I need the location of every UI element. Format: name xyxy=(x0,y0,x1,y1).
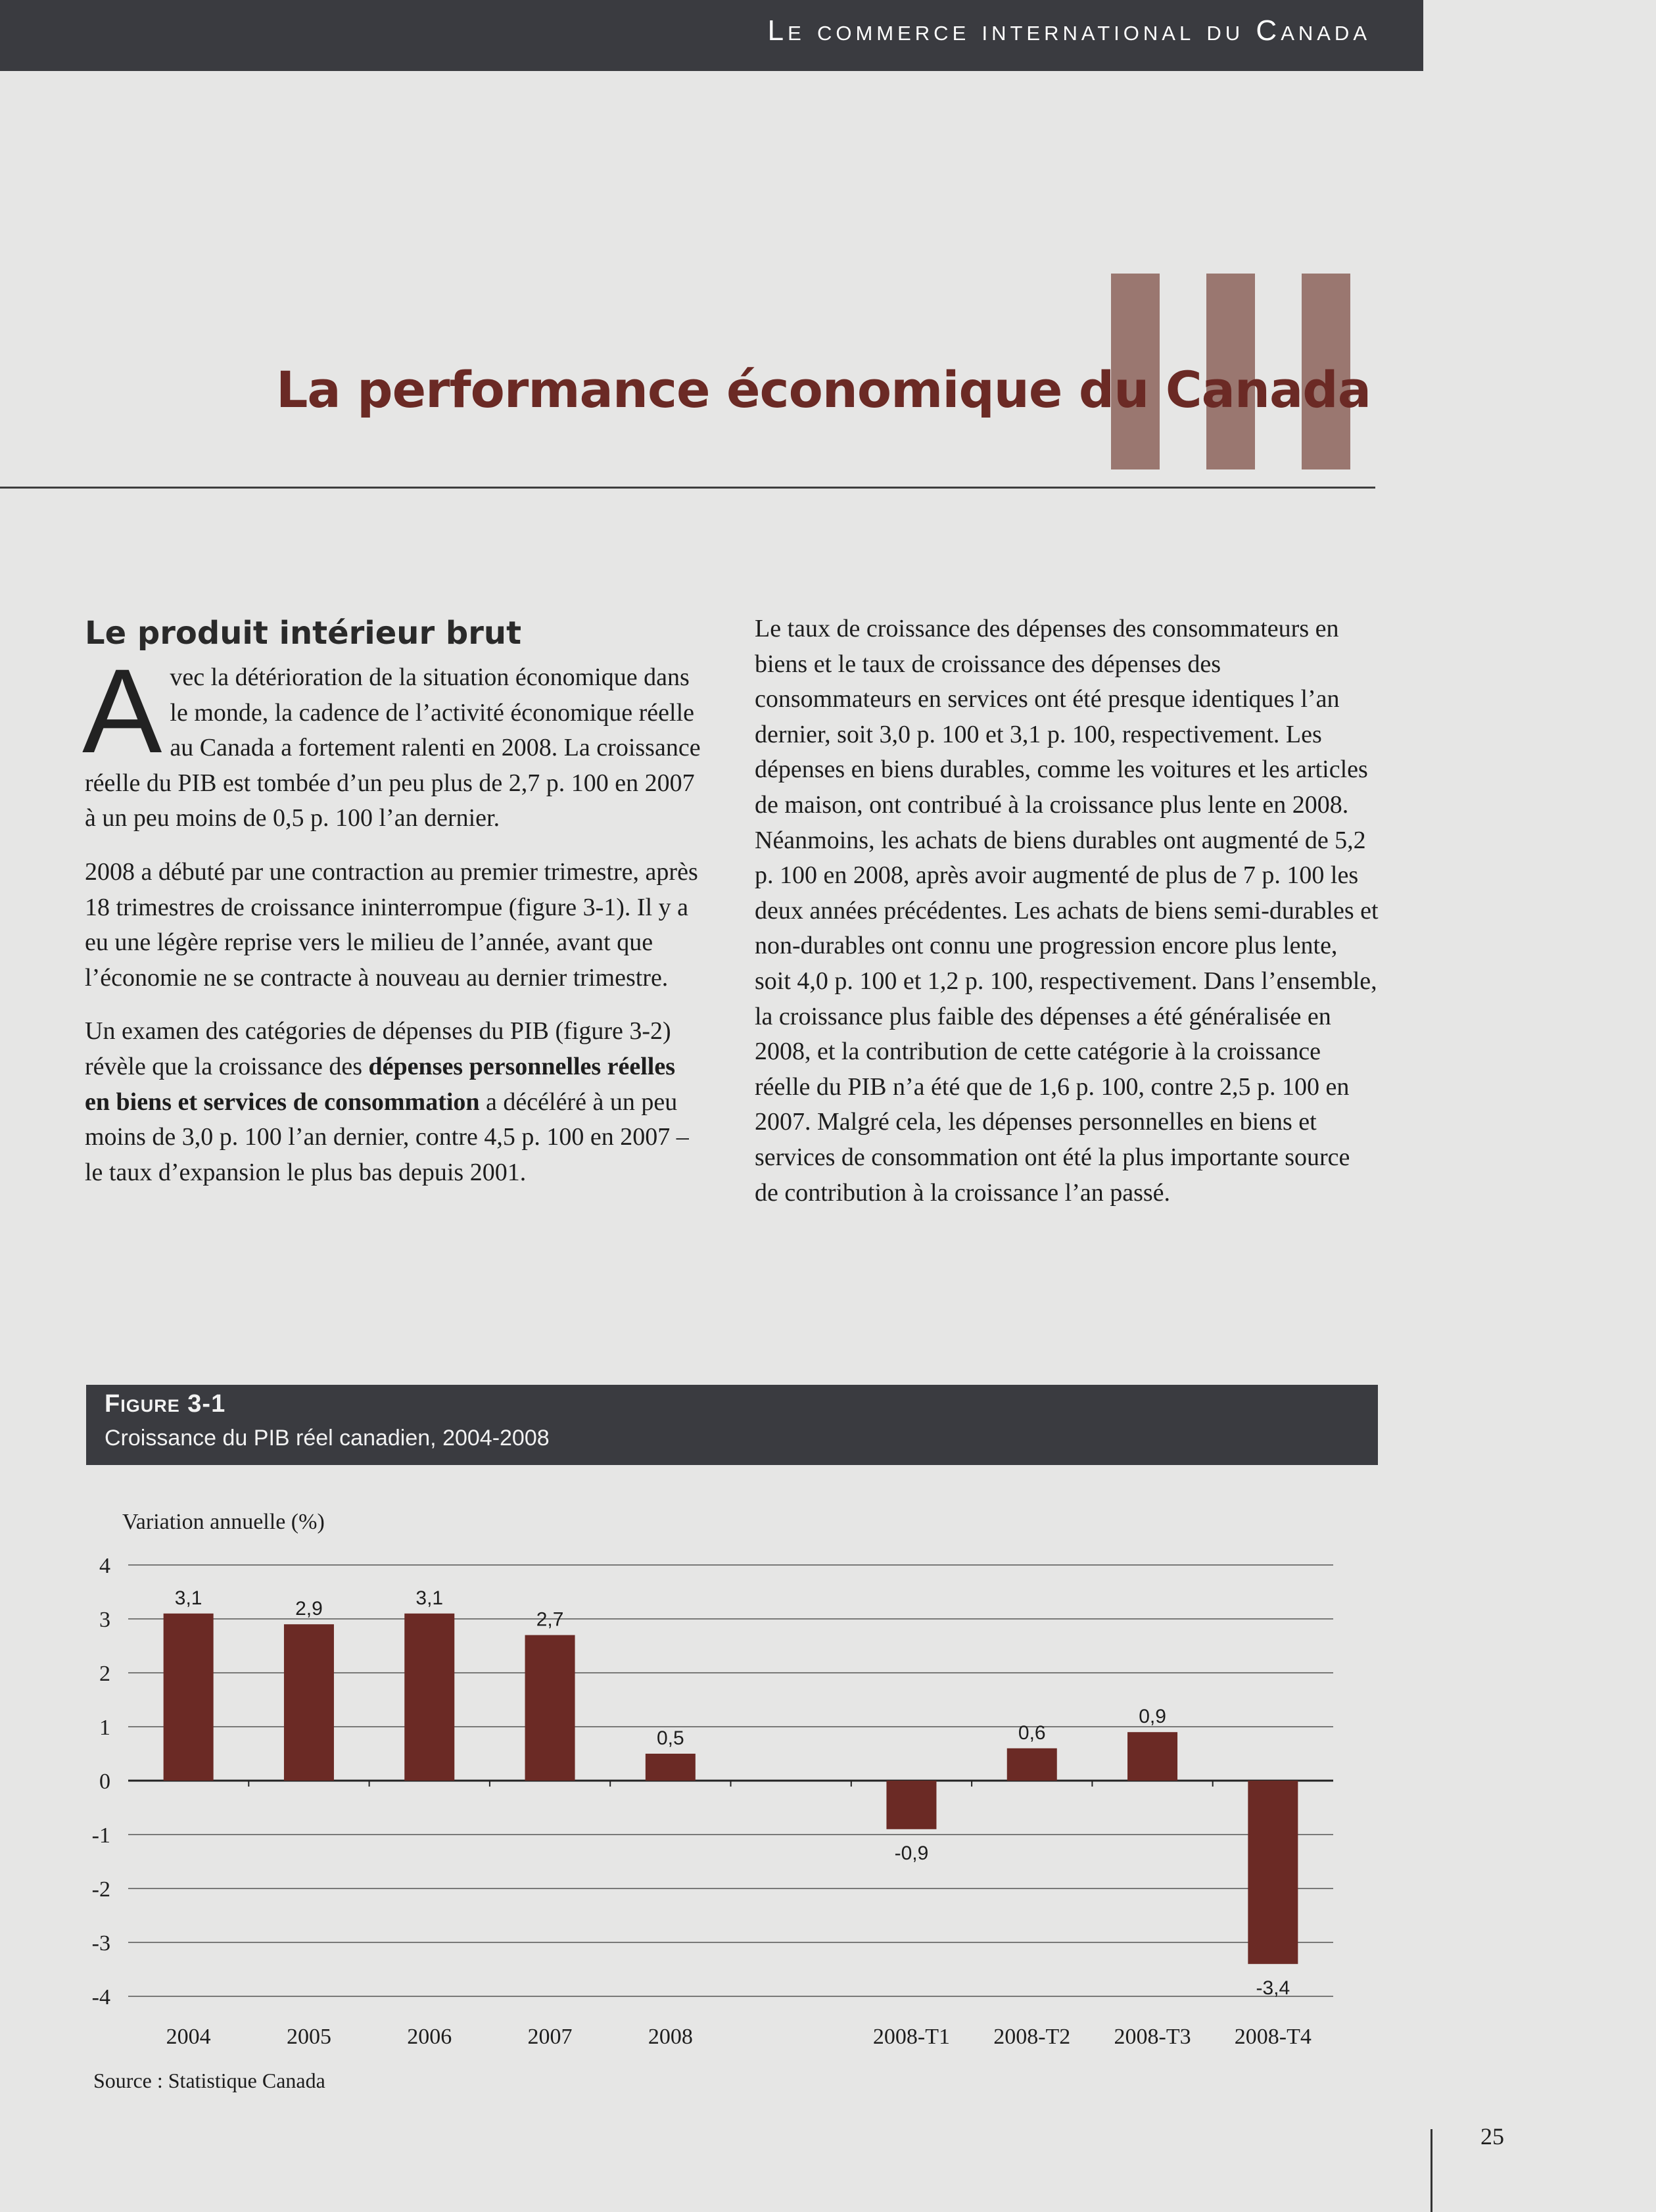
data-label: 0,9 xyxy=(1139,1706,1166,1728)
y-tick-label: 1 xyxy=(99,1716,110,1740)
y-axis-label: Variation annuelle (%) xyxy=(122,1510,325,1534)
x-tick-label: 2006 xyxy=(407,2025,452,2049)
bar-2008-T3 xyxy=(1127,1732,1177,1781)
paragraph-2: 2008 a débuté par une contraction au premier trimestre, après 18 trimestres de croissance ininterrompue (figure 3-1). Il y a eu une légère reprise vers le milieu de l’année, avant que l’économie ne se contracte à nouveau au dernier trimestre. xyxy=(85,857,698,992)
bars xyxy=(164,1614,1298,1964)
y-tick-label: 0 xyxy=(99,1769,110,1794)
x-tick-label: 2008-T2 xyxy=(993,2025,1071,2049)
labels xyxy=(92,1554,1312,2049)
x-tick-label: 2008 xyxy=(648,2025,693,2049)
source-note: Source : Statistique Canada xyxy=(93,2069,325,2092)
paragraph-4: Le taux de croissance des dépenses des consommateurs en biens et le taux de croissance des dépenses des consommateurs en services ont été presque identiques l’an dernier, soit 3,0 p. 100 et 3,1 p. 100, respectivement. Les dépenses en biens durables, comme les voitures et les articles de maison, ont contribué à la croissance plus lente en 2008. Néanmoins, les achats de biens durables ont augmenté de 5,2 p. 100 en 2008, après avoir augmenté de plus de 7 p. 100 les deux années précédentes. Les achats de biens semi-durables et non-durables ont connu une progression encore plus lente, soit 4,0 p. 100 et 1,2 p. 100, respectivement. Dans l’ensemble, la croissance plus faible des dépenses a été généralisée en 2008, et la contribution de cette catégorie à la croissance réelle du PIB n’a été que de 1,6 p. 100, contre 2,5 p. 100 en 2007. Malgré cela, les dépenses personnelles en biens et services de consommation ont été la plus importante source de contribution à la croissance l’an passé. xyxy=(755,615,1379,1207)
data-label: 0,5 xyxy=(656,1727,684,1749)
x-tick-label: 2008-T3 xyxy=(1114,2025,1191,2049)
y-tick-label: -2 xyxy=(91,1877,110,1902)
x-tick-label: 2008-T4 xyxy=(1234,2025,1312,2049)
paragraph-3-start: Un examen des catégories de dépenses du PIB (figure 3-2) révèle que la croissance des xyxy=(85,1017,671,1080)
x-tick-label: 2004 xyxy=(166,2025,211,2049)
data-label: -3,4 xyxy=(1256,1977,1290,1999)
data-label: -0,9 xyxy=(894,1842,929,1864)
y-tick-label: -4 xyxy=(91,1985,110,2009)
paragraph-3-end: a décéléré à un peu moins de 3,0 p. 100 l’an dernier, contre 4,5 p. 100 en 2007 – le taux d’expansion le plus bas depuis 2001. xyxy=(85,1088,689,1186)
data-label: 3,1 xyxy=(174,1587,202,1609)
page-rule xyxy=(1431,2129,1432,2212)
page-number: 25 xyxy=(1480,2123,1504,2150)
bar-2004 xyxy=(164,1614,214,1781)
running-title: Le commerce international du Canada xyxy=(767,14,1371,47)
data-label: 2,9 xyxy=(295,1598,323,1620)
y-tick-label: -3 xyxy=(91,1931,110,1956)
figure-caption: Croissance du PIB réel canadien, 2004-2008 xyxy=(105,1426,550,1451)
y-tick-label: 2 xyxy=(99,1662,110,1686)
paragraph-1-text: vec la détérioration de la situation économique dans le monde, la cadence de l’activité économique réelle au Canada a fortement ralenti en 2008. La croissance réelle du PIB est tombée d’un peu plus de 2,7 p. 100 en 2007 à un peu moins de 0,5 p. 100 l’an dernier. xyxy=(85,663,701,832)
y-tick-label: -1 xyxy=(91,1823,110,1848)
drop-cap: A xyxy=(82,644,162,778)
paragraph-3-bold: dépenses personnelles réelles en biens et services de consommation xyxy=(85,1052,676,1116)
data-label: 2,7 xyxy=(536,1608,564,1631)
x-tick-label: 2007 xyxy=(527,2025,573,2049)
data-label: 0,6 xyxy=(1018,1721,1046,1744)
data-label: 3,1 xyxy=(415,1587,444,1609)
bar-2008 xyxy=(646,1754,696,1781)
bar-2005 xyxy=(284,1624,334,1781)
y-tick-label: 3 xyxy=(99,1608,110,1632)
section-heading: Le produit intérieur brut xyxy=(85,615,522,652)
chapter-title: La performance économique du Canada xyxy=(276,360,1371,419)
bar-2007 xyxy=(525,1635,575,1781)
x-tick-label: 2005 xyxy=(286,2025,331,2049)
bar-2008-T2 xyxy=(1007,1748,1057,1781)
bar-2008-T1 xyxy=(886,1781,936,1829)
bar-2006 xyxy=(404,1614,454,1781)
y-tick-label: 4 xyxy=(99,1554,110,1578)
x-tick-label: 2008-T1 xyxy=(872,2025,950,2049)
figure-label: Figure 3-1 xyxy=(105,1390,226,1418)
bar-2008-T4 xyxy=(1248,1781,1298,1964)
